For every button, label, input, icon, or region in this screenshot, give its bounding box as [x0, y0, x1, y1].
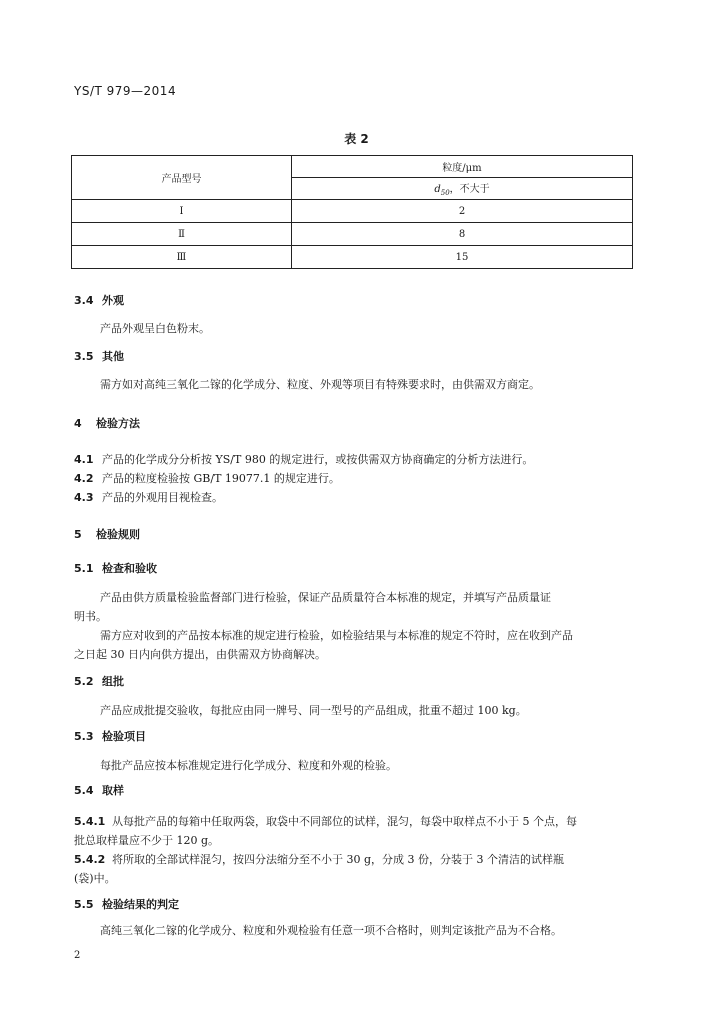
- heading-5-5: 5.5 检验结果的判定: [74, 898, 179, 911]
- cell-value: 2: [292, 200, 633, 223]
- cell-value: 15: [292, 246, 633, 269]
- item-5-4-1-line1: 5.4.1 从每批产品的每箱中任取两袋，取袋中不同部位的试样，混匀，每袋中取样点不小于 5 个点，每: [74, 815, 577, 828]
- item-4-1: 4.1 产品的化学成分分析按 YS/T 980 的规定进行，或按供需双方协商确定的分析方法进行。: [74, 453, 534, 466]
- heading-3-4: 3.4 外观: [74, 294, 124, 307]
- cell-value: 8: [292, 223, 633, 246]
- col-header-model: 产品型号: [72, 156, 292, 200]
- paragraph-5-3: 每批产品应按本标准规定进行化学成分、粒度和外观的检验。: [100, 759, 397, 772]
- paragraph-5-1-1-line2: 明书。: [74, 610, 107, 623]
- heading-3-5: 3.5 其他: [74, 350, 124, 363]
- item-5-4-2-line1: 5.4.2 将所取的全部试样混匀，按四分法缩分至不小于 30 g，分成 3 份，分装于 3 个清洁的试样瓶: [74, 853, 565, 866]
- heading-5-3: 5.3 检验项目: [74, 730, 146, 743]
- cell-model: Ⅱ: [72, 223, 292, 246]
- paragraph-5-1-2-line2: 之日起 30 日内向供方提出，由供需双方协商解决。: [74, 648, 326, 661]
- particle-size-table: [71, 155, 633, 269]
- page-number: 2: [74, 950, 81, 961]
- paragraph-5-1-2-line1: 需方应对收到的产品按本标准的规定进行检验，如检验结果与本标准的规定不符时，应在收到产品: [100, 629, 573, 642]
- item-5-4-2-line2: (袋)中。: [74, 872, 116, 885]
- item-4-2: 4.2 产品的粒度检验按 GB/T 19077.1 的规定进行。: [74, 472, 340, 485]
- table-row: [72, 246, 633, 269]
- heading-5-1: 5.1 检查和验收: [74, 562, 157, 575]
- standard-number: YS/T 979—2014: [74, 84, 177, 98]
- paragraph-3-4: 产品外观呈白色粉末。: [100, 322, 210, 335]
- table-caption: 表 2: [344, 132, 369, 146]
- item-5-4-1-line2: 批总取样量应不少于 120 g。: [74, 834, 220, 847]
- heading-4: 4 检验方法: [74, 417, 140, 430]
- paragraph-3-5: 需方如对高纯三氧化二镓的化学成分、粒度、外观等项目有特殊要求时，由供需双方商定。: [100, 378, 540, 391]
- col-subheader-d50: $d_{50}$，不大于: [292, 178, 633, 200]
- table-row: [72, 200, 633, 223]
- heading-5: 5 检验规则: [74, 528, 140, 541]
- item-4-3: 4.3 产品的外观用目视检查。: [74, 491, 223, 504]
- cell-model: Ⅲ: [72, 246, 292, 269]
- paragraph-5-1-1-line1: 产品由供方质量检验监督部门进行检验，保证产品质量符合本标准的规定，并填写产品质量证: [100, 591, 551, 604]
- cell-model: Ⅰ: [72, 200, 292, 223]
- paragraph-5-2: 产品应成批提交验收，每批应由同一牌号、同一型号的产品组成，批重不超过 100 kg。: [100, 704, 527, 717]
- col-header-particle-size: 粒度/μm: [292, 156, 633, 178]
- heading-5-2: 5.2 组批: [74, 675, 124, 688]
- heading-5-4: 5.4 取样: [74, 784, 124, 797]
- paragraph-5-5: 高纯三氧化二镓的化学成分、粒度和外观检验有任意一项不合格时，则判定该批产品为不合格。: [100, 924, 562, 937]
- table-row: [72, 223, 633, 246]
